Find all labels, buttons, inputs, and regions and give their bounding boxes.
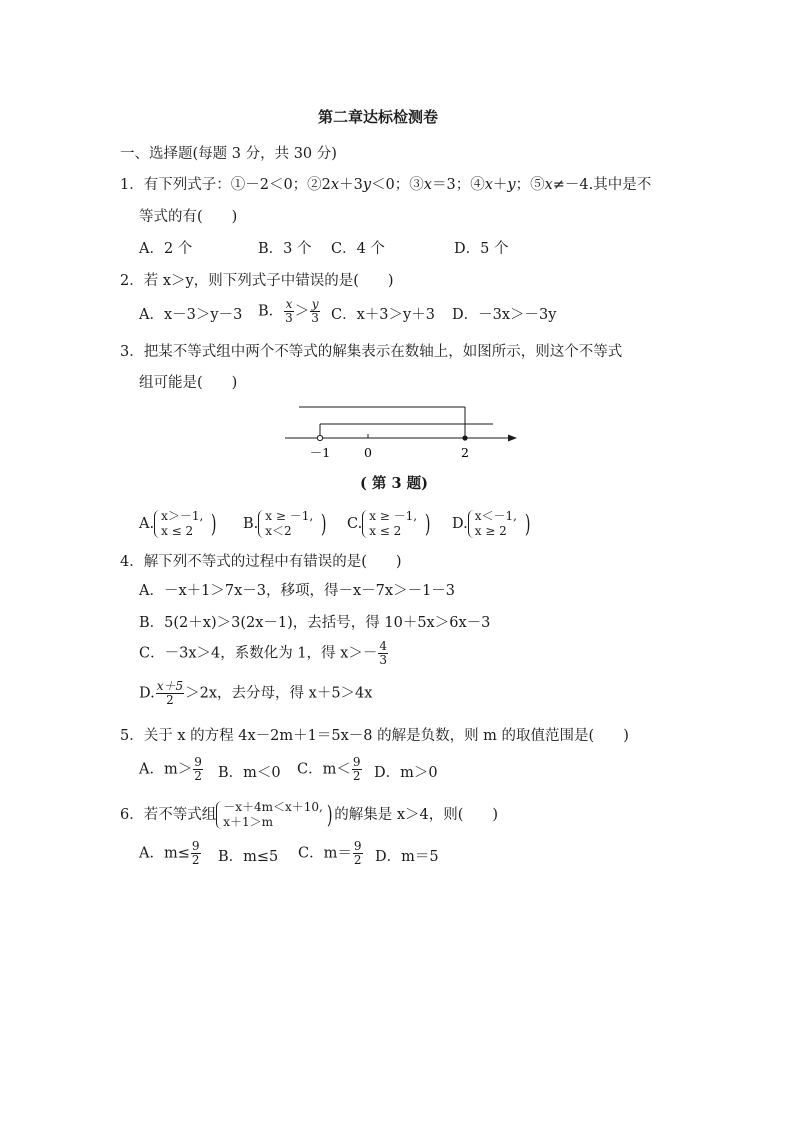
question-6: 6．若不等式组 －x＋4m＜x＋10, x＋1＞m ) 的解集是 x＞4，则( ) — [120, 800, 499, 829]
q3-option-b[interactable]: B. x ≥ －1, x＜2 ) — [243, 509, 327, 538]
q3-option-d[interactable]: D. x＜－1, x ≥ 2 ) — [452, 509, 531, 538]
question-3-line-1: 3．把某不等式组中两个不等式的解集表示在数轴上，如图所示，则这个不等式 — [120, 344, 623, 360]
question-1-line-1: 1．有下列式子：①－2＜0；②2x＋3y＜0；③x＝3；④x＋y；⑤x≠－4.其中是不 — [120, 177, 652, 193]
figure-caption: ( 第 3 题) — [360, 475, 428, 492]
q5-option-d[interactable]: D．m＞0 — [374, 765, 438, 781]
q2-option-d[interactable]: D．－3x＞－3y — [452, 307, 557, 323]
q6-option-c[interactable]: C．m＝ $\frac{9}{2}$ — [298, 839, 362, 867]
closed-dot-icon — [462, 435, 467, 440]
q2-option-a[interactable]: A．x－3＞y－3 — [139, 307, 243, 323]
q6-option-d[interactable]: D．m＝5 — [375, 849, 439, 865]
axis-arrow-icon — [508, 435, 517, 442]
q2-option-c[interactable]: C．x＋3＞y＋3 — [331, 307, 435, 323]
question-3-line-2: 组可能是( ) — [139, 375, 238, 391]
q2-option-b[interactable]: B． $\frac{x}{3}$ ＞ $\frac{y}{3}$ — [258, 297, 319, 325]
q4-option-a[interactable]: A．－x＋1＞7x－3，移项，得－x－7x＞－1－3 — [139, 583, 456, 599]
section-header: 一、选择题(每题 3 分，共 30 分) — [120, 146, 337, 162]
q5-option-a[interactable]: A．m＞ $\frac{9}{2}$ — [139, 755, 202, 783]
q4-option-b[interactable]: B．5(2＋x)＞3(2x－1)，去括号，得 10＋5x＞6x－3 — [139, 615, 491, 631]
open-dot-icon — [317, 435, 322, 440]
q1-option-b[interactable]: B．3 个 — [258, 241, 312, 257]
q4-option-d[interactable]: D. $\frac{x+5}{2}$ ＞2x，去分母，得 x＋5＞4x — [139, 679, 373, 707]
q5-option-b[interactable]: B．m＜0 — [218, 765, 281, 781]
question-1-line-2: 等式的有( ) — [139, 209, 238, 225]
question-5: 5．关于 x 的方程 4x－2m＋1＝5x－8 的解是负数，则 m 的取值范围是( ) — [120, 728, 629, 744]
q3-option-c[interactable]: C. x ≥ －1, x ≤ 2 ) — [347, 509, 431, 538]
q6-option-a[interactable]: A．m≤ $\frac{9}{2}$ — [139, 839, 200, 867]
q1-option-c[interactable]: C．4 个 — [331, 241, 385, 257]
axis-label-2: 2 — [461, 445, 469, 460]
q3-option-a[interactable]: A. x＞－1, x ≤ 2 ) — [139, 509, 217, 538]
q6-option-b[interactable]: B．m≤5 — [218, 849, 279, 865]
page-title: 第二章达标检测卷 — [318, 108, 439, 126]
q5-option-c[interactable]: C．m＜ $\frac{9}{2}$ — [297, 755, 361, 783]
q1-option-a[interactable]: A．2 个 — [139, 241, 193, 257]
q1-option-d[interactable]: D．5 个 — [454, 241, 509, 257]
number-line-figure — [280, 400, 525, 465]
question-2: 2．若 x＞y，则下列式子中错误的是( ) — [120, 273, 394, 289]
axis-label-0: 0 — [364, 445, 372, 460]
q4-option-c[interactable]: C．－3x＞4，系数化为 1，得 x＞－ $\frac{4}{3}$ — [139, 639, 387, 667]
question-4: 4．解下列不等式的过程中有错误的是( ) — [120, 554, 402, 570]
axis-label-neg1: －1 — [309, 445, 331, 460]
